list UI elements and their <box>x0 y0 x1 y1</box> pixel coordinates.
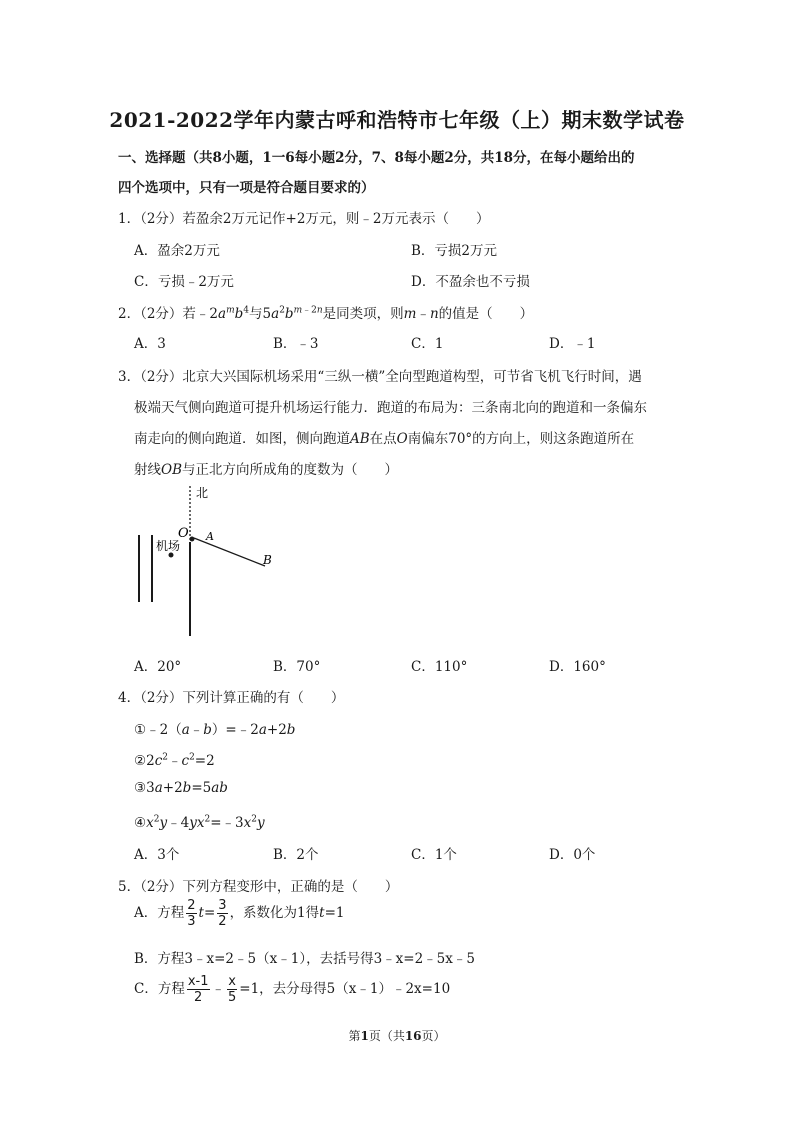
q1-option-b: B．亏损2万元 <box>411 243 498 259</box>
runway-figure <box>120 480 320 645</box>
point-airport <box>169 553 174 558</box>
q5-option-b: B．方程3﹣x=2﹣5（x﹣1），去括号得3﹣x=2﹣5x﹣5 <box>134 951 475 967</box>
question-5-stem: 5．（2分）下列方程变形中，正确的是（ ） <box>118 879 399 895</box>
q4-item-2: $②2c^2﹣c^2=2$ <box>134 752 215 769</box>
section-heading-cont: 四个选项中，只有一项是符合题目要求的） <box>118 180 375 196</box>
label-b: B <box>263 553 272 567</box>
q4-option-b: B．2个 <box>273 847 319 863</box>
q5-option-c: C．方程 $\frac{x-1}{2}$ ﹣ $\frac{x}{5}$ =1，去分母得5（x﹣1）﹣2x=10 <box>134 974 451 1005</box>
q2-option-b: B．﹣3 <box>273 336 319 352</box>
question-3-line1: 3．（2分）北京大兴国际机场采用“三纵一横”全向型跑道构型，可节省飞机飞行时间，遇 <box>118 369 642 385</box>
question-3-line4: 射线OB与正北方向所成角的度数为（ ） <box>134 462 398 478</box>
label-o: O <box>178 526 189 541</box>
q5-option-a: A．方程 $\frac{2}{3}$ t= $\frac{3}{2}$ ，系数化为1得t=1 <box>134 898 345 929</box>
q2-option-d: D．﹣1 <box>549 336 596 352</box>
fraction: $\frac{x}{5}$ <box>228 974 237 1005</box>
q1-option-c: C．亏损﹣2万元 <box>134 274 234 290</box>
question-2-stem: 2．（2分）若$﹣2a^mb^4$与$5a^2b^{m﹣2n}$是同类项，则m﹣n的值是（ ） <box>118 305 534 322</box>
airport-label: 机场 <box>156 539 181 553</box>
q1-option-d: D．不盈余也不亏损 <box>411 274 530 290</box>
question-3-line3: 南走向的侧向跑道．如图，侧向跑道AB在点O南偏东70°的方向上，则这条跑道所在 <box>134 431 635 447</box>
q4-option-a: A．3个 <box>134 847 180 863</box>
section-heading: 一、选择题（共8小题，1一6每小题2分，7、8每小题2分，共18分，在每小题给出的 <box>118 150 635 166</box>
q3-option-d: D．160° <box>549 659 606 675</box>
q2-option-a: A．3 <box>134 336 166 352</box>
fraction: $\frac{3}{2}$ <box>218 898 227 929</box>
q1-option-a: A．盈余2万元 <box>134 243 220 259</box>
q4-option-d: D．0个 <box>549 847 596 863</box>
q2-option-c: C．1 <box>411 336 444 352</box>
q4-item-3: ③3a+2b=5ab <box>134 780 228 796</box>
point-o <box>190 537 195 542</box>
q4-option-c: C．1个 <box>411 847 457 863</box>
q4-item-4: $④x^2y﹣4yx^2=﹣3x^2y$ <box>134 814 265 831</box>
label-a: A <box>206 530 214 543</box>
fraction: $\frac{2}{3}$ <box>187 898 196 929</box>
q3-option-c: C．110° <box>411 659 468 675</box>
fraction: $\frac{x-1}{2}$ <box>187 974 209 1005</box>
q3-option-a: A．20° <box>134 659 182 675</box>
page-footer: 第1页（共16页） <box>348 1029 446 1043</box>
question-1-stem: 1．（2分）若盈余2万元记作+2万元，则﹣2万元表示（ ） <box>118 211 490 227</box>
north-label: 北 <box>196 486 209 500</box>
question-3-line2: 极端天气侧向跑道可提升机场运行能力．跑道的布局为：三条南北向的跑道和一条偏东 <box>134 400 647 416</box>
question-4-stem: 4．（2分）下列计算正确的有（ ） <box>118 690 345 706</box>
q4-item-1: ①﹣2（a﹣b）=﹣2a+2b <box>134 722 296 738</box>
page-title: 2021-2022学年内蒙古呼和浩特市七年级（上）期末数学试卷 <box>109 108 685 132</box>
runway-ab <box>194 538 265 566</box>
q3-option-b: B．70° <box>273 659 321 675</box>
